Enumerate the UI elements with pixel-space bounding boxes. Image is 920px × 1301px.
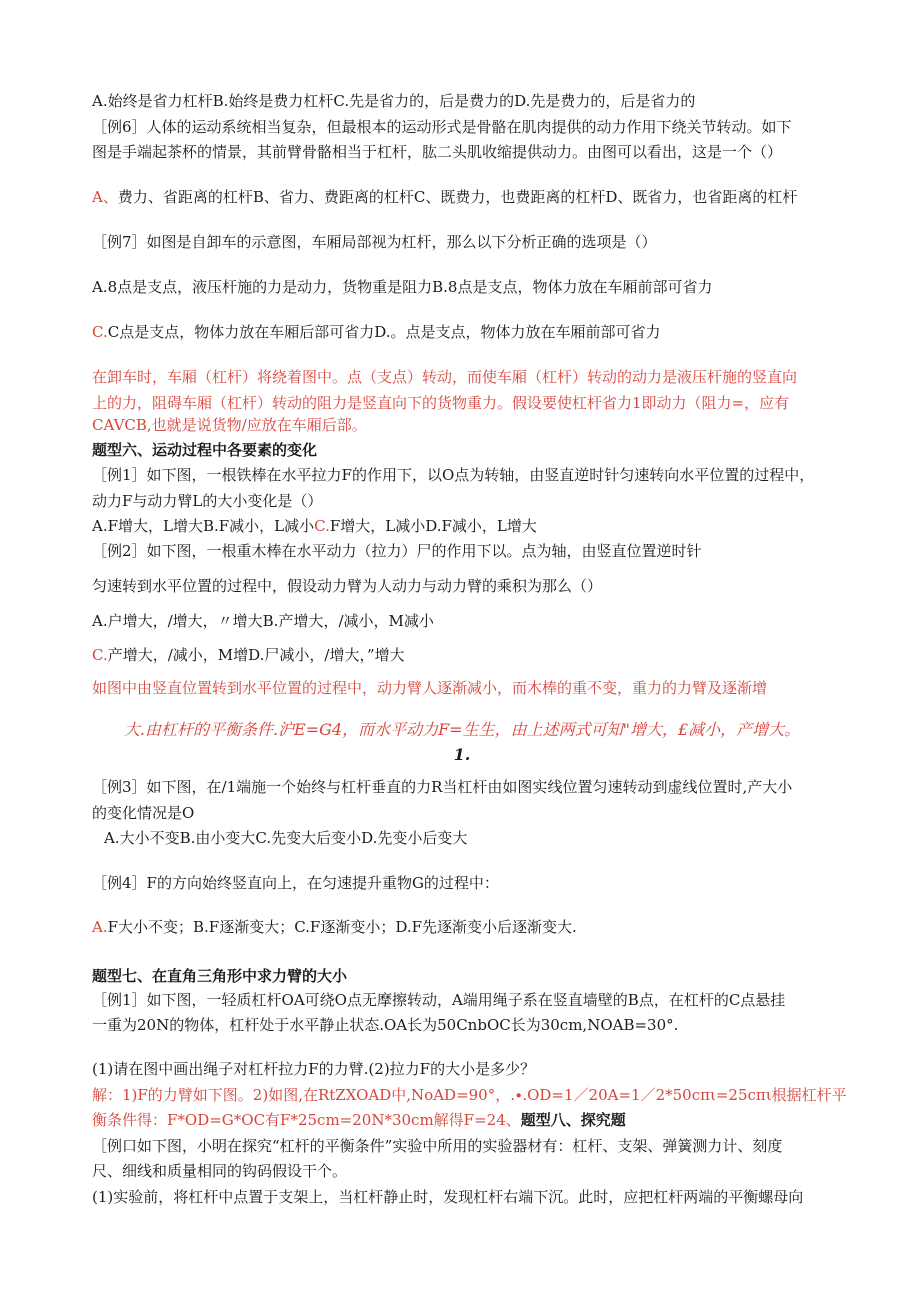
line-type6-ex1-q1: ［例1］如下图，一根铁棒在水平拉力F的作用下，以O点为转轴，由竖直逆时针匀速转向水平位置的过程中，: [92, 466, 815, 484]
heading-type8: 题型八、探究题: [520, 1111, 626, 1129]
line-type6-ex3-options: A.大小不变B.由小变大C.先变大后变小D.先变小后变大: [104, 829, 468, 847]
line-example7-opt1: A.8点是支点，液压杆施的力是动力，货物重是阻力B.8点是支点，物体力放在车厢前部可省力: [92, 278, 713, 296]
line-type7-solution1: 解：1)F的力臂如下图。2)如图,在RtZXOAD中,NoAD=90°，.∙.OD=1／20A=1／2*50cπι=25cπι根据杠杆平: [92, 1086, 847, 1104]
line-example7-explain1: 在卸车时，车厢（杠杆）将绕着图中。点（支点）转动，而使车厢（杠杆）转动的动力是液压杆施的竖直向: [92, 368, 798, 386]
line-type7-ex1-q1: ［例1］如下图，一轻质杠杆OA可绕O点无摩擦转动，A端用绳子系在竖直墙壁的B点，在杠杆的C点悬挂: [92, 991, 786, 1009]
heading-type7: 题型七、在直角三角形中求力臂的大小: [92, 967, 348, 985]
line-type6-ex2-explain1: 如图中由竖直位置转到水平位置的过程中，动力臂人逐渐减小，而木棒的重不变，重力的力臂及逐渐增: [92, 679, 768, 697]
line-example7-explain2: 上的力，阻碍车厢（杠杆）转动的阻力是竖直向下的货物重力。假设要使杠杆省力1即动力（阻力=，应有: [92, 394, 790, 412]
line-type7-ex1-asks: (1)请在图中画出绳子对杠杆拉力F的力臂.(2)拉力F的大小是多少？: [92, 1060, 536, 1078]
line-type6-ex1-q2: 动力F与动力臂L的大小变化是（）: [92, 492, 323, 510]
line-type7-solution2: 衡条件得：F*OD=G*OC有F*25cm=20N*30cm解得F=24、题型八、探究题: [92, 1111, 626, 1129]
line-type6-ex3-q2: 的变化情况是O: [92, 804, 195, 822]
heading-type6: 题型六、运动过程中各要素的变化: [92, 441, 318, 459]
answer-marker: C.: [92, 323, 108, 341]
formula-fragment: 1.: [453, 745, 471, 764]
line-example6-options: A、费力、省距离的杠杆B、省力、费距离的杠杆C、既费力，也费距离的杠杆D、既省力，也省距离的杠杆: [92, 188, 798, 206]
line-type6-ex3-q1: ［例3］如下图，在/1端施一个始终与杠杆垂直的力R当杠杆由如图实线位置匀速转动到虚线位置时,产大小: [92, 778, 793, 796]
line-type6-ex2-q1: ［例2］如下图，一根重木棒在水平动力（拉力）尸的作用下以。点为轴，由竖直位置逆时针: [92, 542, 702, 560]
line-options-example5: A.始终是省力杠杆B.始终是费力杠杆C.先是省力的，后是费力的D.先是费力的，后是省力的: [92, 92, 696, 110]
line-type6-ex2-opt1: A.户增大，/增大，〃增大B.产增大，/减小，M减小: [92, 612, 434, 630]
line-type8-ex1-q1: ［例口如下图，小明在探究“杠杆的平衡条件”实验中所用的实验器材有：杠杆、支架、弹簧测力计、刻度: [92, 1137, 783, 1155]
line-example7-q: ［例7］如图是自卸车的示意图，车厢局部视为杠杆，那么以下分析正确的选项是（）: [92, 233, 657, 251]
line-type6-ex4-options: A.F大小不变；B.F逐渐变大；C.F逐渐变小；D.F先逐渐变小后逐渐变大.: [92, 918, 577, 936]
answer-marker: A、: [92, 188, 118, 206]
line-type7-ex1-q2: 一重为20N的物体，杠杆处于水平静止状态.OA长为50CnbOC长为30cm,NOAB=30°.: [92, 1016, 679, 1034]
line-example7-explain3: CAVCB,也就是说货物/应放在车厢后部。: [92, 416, 367, 434]
line-type6-ex2-q2: 匀速转到水平位置的过程中，假设动力臂为人动力与动力臂的乘积为那么（）: [92, 577, 603, 595]
line-example6-q1: ［例6］人体的运动系统相当复杂，但最根本的运动形式是骨骼在肌肉提供的动力作用下绕关节转动。如下: [92, 118, 792, 136]
line-type6-ex2-explain2: 大.由杠杆的平衡条件.沪E=G4，而水平动力F=生生，由上述两式可知"增大，£减小，产增大。: [123, 720, 801, 739]
line-type6-ex2-opt2: C.产增大，/减小，M增D.尸减小，/增大，”增大: [92, 646, 405, 664]
line-type6-ex1-options: A.F增大，L增大B.F减小，L减小C.F增大，L减小D.F减小，L增大: [92, 517, 537, 535]
line-example6-q2: 图是手端起茶杯的情景，其前臂骨骼相当于杠杆，肱二头肌收缩提供动力。由图可以看出，这是一个（）: [92, 143, 783, 161]
answer-marker: A.: [92, 918, 108, 936]
answer-marker: C.: [92, 646, 108, 664]
line-type8-ex1-q3: (1)实验前，将杠杆中点置于支架上，当杠杆静止时，发现杠杆右端下沉。此时，应把杠杆两端的平衡螺母向: [92, 1188, 804, 1206]
line-example7-opt2: C.C点是支点，物体力放在车厢后部可省力D.。点是支点，物体力放在车厢前部可省力: [92, 323, 661, 341]
line-type6-ex4-q: ［例4］F的方向始终竖直向上，在匀速提升重物G的过程中：: [92, 874, 499, 892]
line-type8-ex1-q2: 尺、细线和质量相同的钩码假设干个。: [92, 1162, 348, 1180]
answer-marker: C.: [314, 517, 330, 535]
